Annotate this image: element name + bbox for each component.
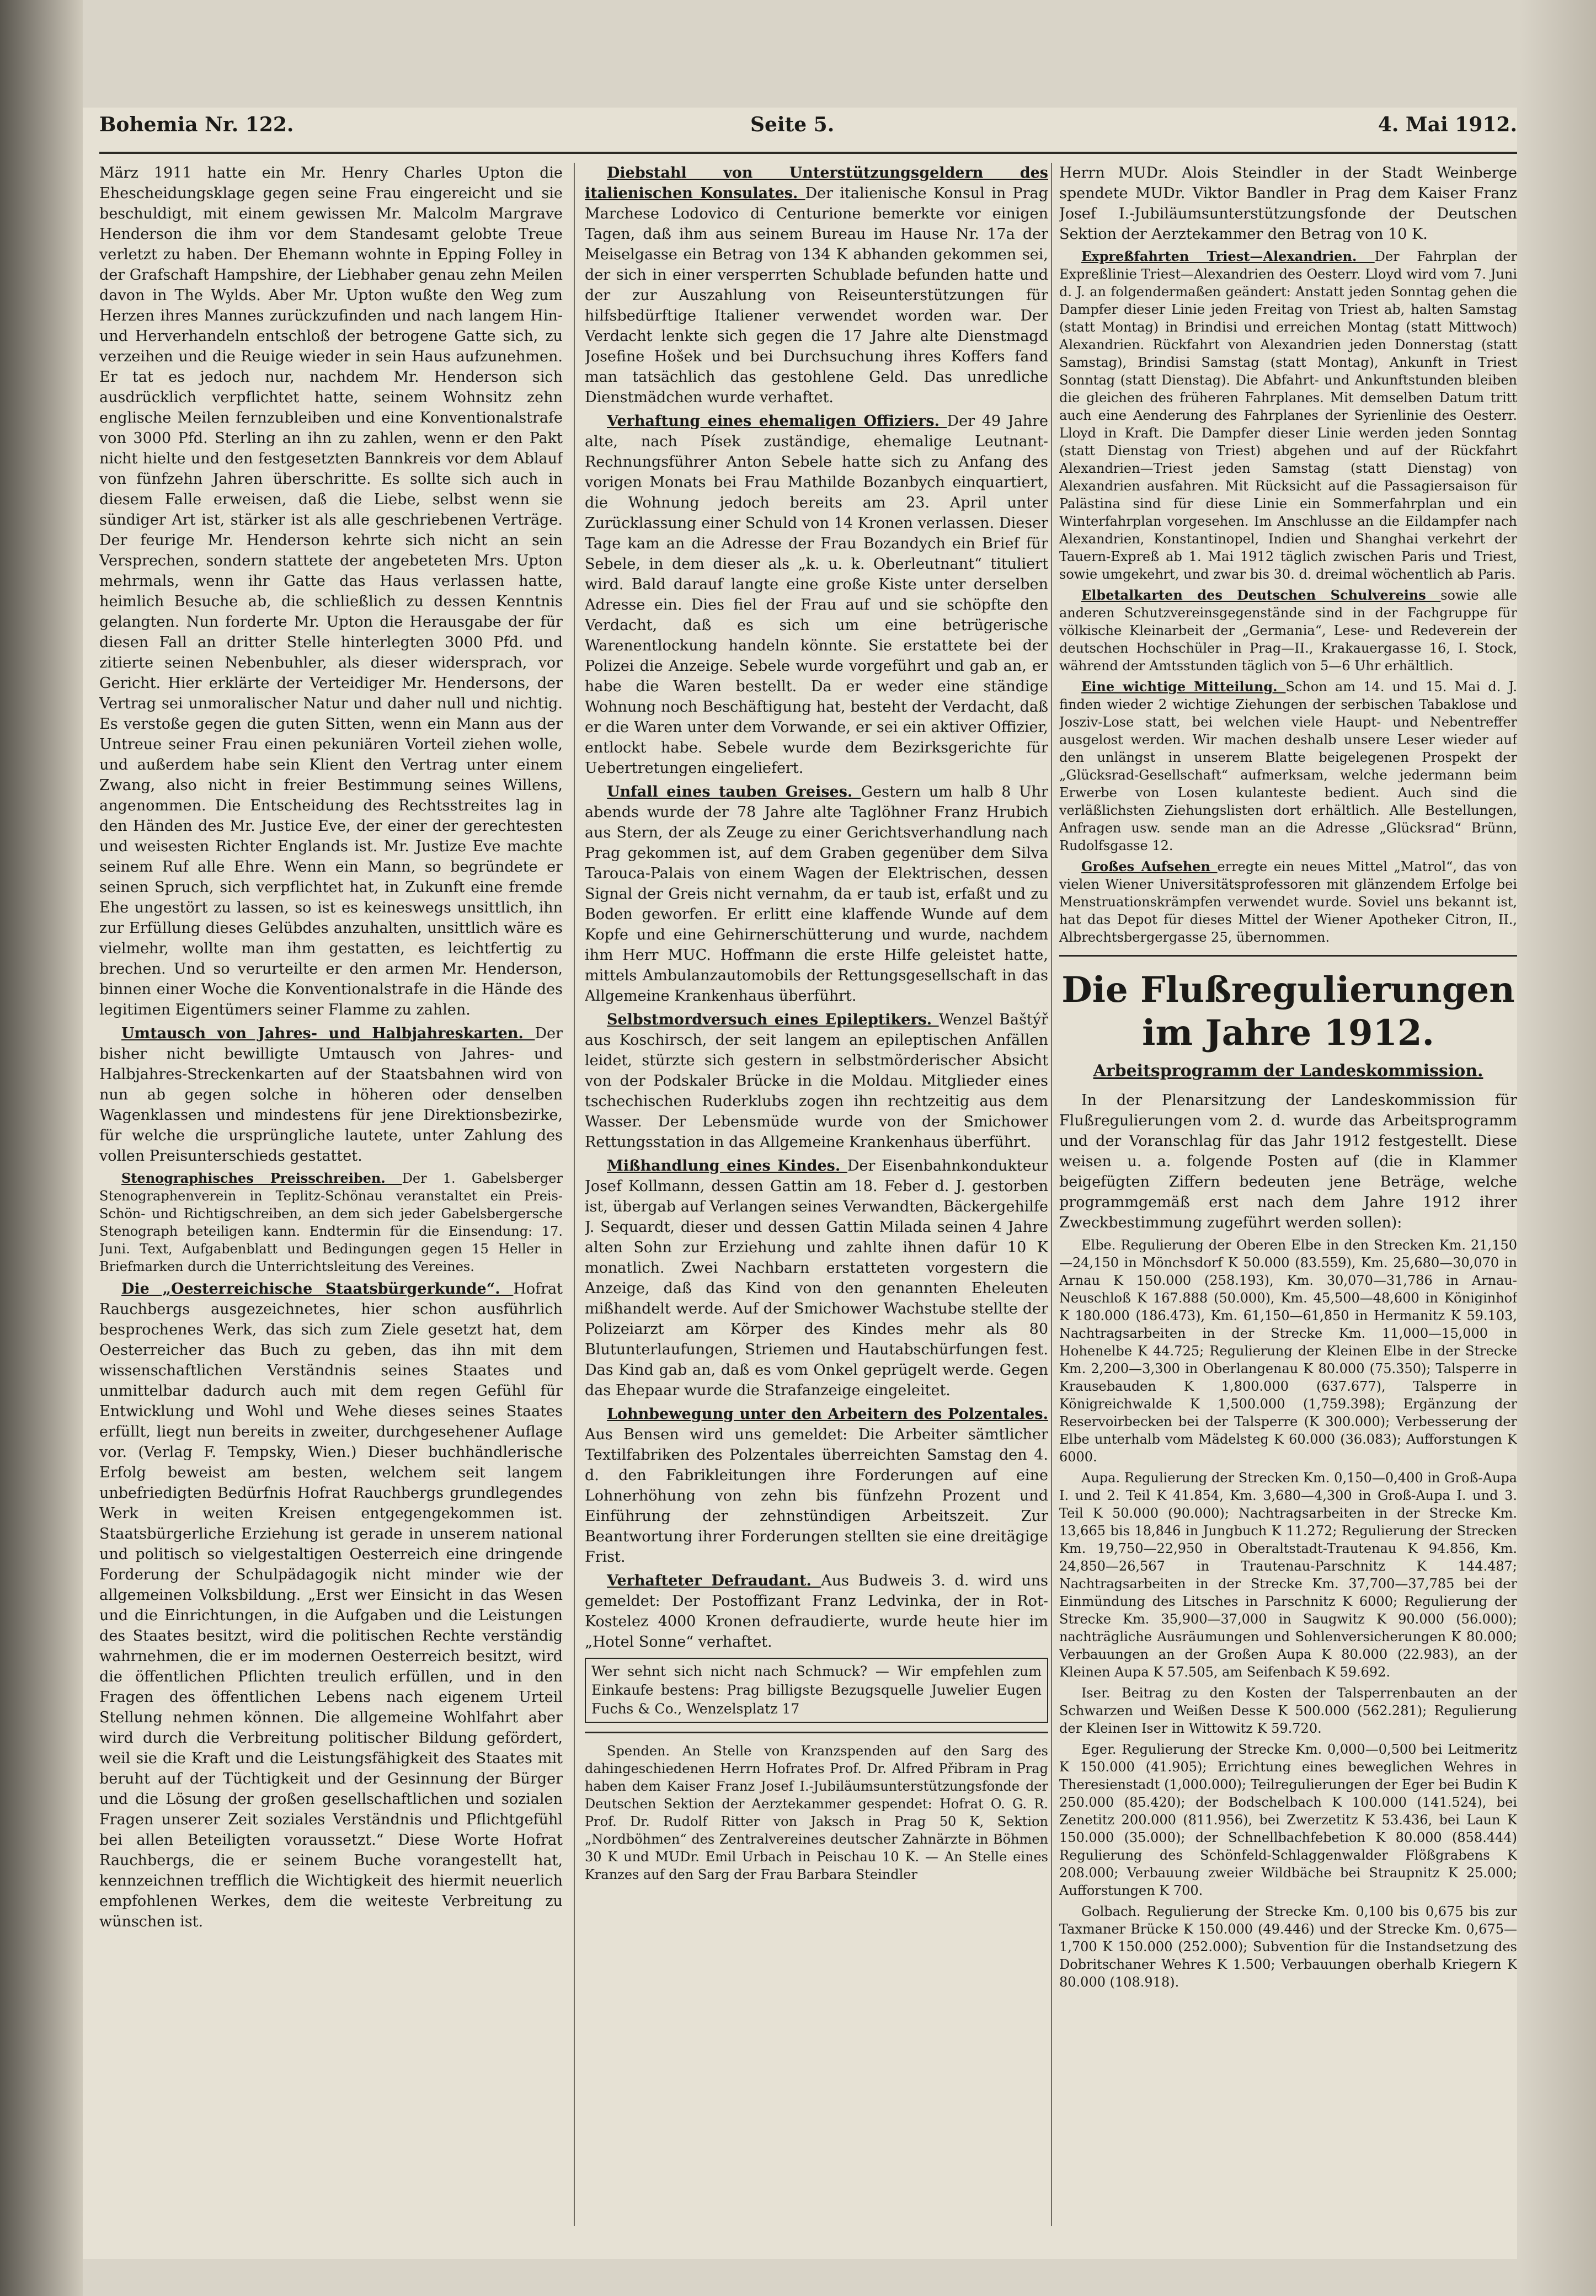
article-body: Der 49 Jahre alte, nach Písek zuständige, ehemalige Leutnant-Rechnungsführer Anton Sebele hatte sich zu Anfang des vorigen Monats bei Frau Mathilde Bozanbych einquartiert, die Wohnung jedoch bereits am 23. April unter Zurücklassung einer Schuld von 14 Kronen verlassen. Dieser Tage kam an die Adresse der Frau Bozandych ein Brief für Sebele, in dem dieser als „k. u. k. Oberleutnant“ tituliert wird. Bald darauf langte eine große Kiste unter derselben Adresse ein. Dies fiel der Frau auf und sie schöpfte den Verdacht, daß es sich um eine betrügerische Warenentlockung handeln könnte. Sie erstattete bei der Polizei die Anzeige. Sebele wurde vorgeführt und gab an, er habe die Waren bestellt. Da er weder eine ständige Wohnung noch Beschäftigung hat, besteht der Verdacht, daß er die Waren unter dem Vorwande, er sei ein aktiver Offizier, entlockt habe. Sebele wurde dem Bezirksgerichte für Uebertretungen eingeliefert.: [585, 413, 1048, 777]
article-mitteilung: [1059, 678, 1517, 855]
feature-aupa: Aupa. Regulierung der Strecken Km. 0,150—0,400 in Groß-Aupa I. und 2. Teil K 41.854, Km. 3,680—4,300 in Groß-Aupa I. und 3. Teil K 50.000 (90.000); Nachtragsarbeiten in der Strecke Km. 13,665 bis 18,846 in Jungbuch K 11.272; Regulierung der Strecken Km. 19,750—22,950 in Oberaltstadt-Trautenau K 94.856, Km. 24,850—26,567 in Trautenau-Parschnitz K 144.487; Nachtragsarbeiten in der Strecke Km. 37,700—37,785 bei der Einmündung des Litsches in Parschnitz K 6000; Regulierung der Strecke Km. 35,900—37,000 in Saugwitz K 90.000 (56.000); nachträgliche Ausräumungen und Sohlenversicherungen K 80.000; Verbauungen an der Großen Aupa K 80.000 (22.983), an der Kleinen Aupa K 57.505, am Seifenbach K 59.692.: [1059, 1470, 1517, 1680]
headline: Verhafteter Defraudant.: [607, 1572, 821, 1589]
scan-shadow-right: [1519, 0, 1596, 2296]
article-lohnbewegung: [585, 1404, 1048, 1567]
headline: Mißhandlung eines Kindes.: [607, 1157, 847, 1174]
article-konsulat: [585, 163, 1048, 408]
headline: Diebstahl von Unterstützungsgeldern des italienischen Konsulates.: [585, 164, 1048, 202]
article-kind: [585, 1156, 1048, 1401]
advertisement-schmuck: Wer sehnt sich nicht nach Schmuck? — Wir empfehlen zum Einkaufe bestens: Prag billigste Bezugsquelle Juwelier Eugen Fuchs & Co., Wenzelsplatz 17: [585, 1658, 1048, 1723]
headline: Elbetalkarten des Deutschen Schulvereins: [1081, 587, 1441, 603]
article-spenden: Spenden. An Stelle von Kranzspenden auf den Sarg des dahingeschiedenen Herrn Hofrates Prof. Dr. Alfred Přibram in Prag haben dem Kaiser Franz Josef I.-Jubiläumsunterstützungsfonde der Deutschen Sektion der Aerztekammer gespendet: Hofrat O. G. R. Prof. Dr. Rudolf Ritter von Jaksch in Prag 50 K, Sektion „Nordböhmen“ des Zentralvereines deutscher Zahnärzte in Böhmen 30 K und MUDr. Emil Urbach in Peischau 10 K. — An Stelle eines Kranzes auf den Sarg der Frau Barbara Steindler: [585, 1743, 1048, 1882]
column-1: [99, 163, 563, 2226]
masthead: [99, 113, 1517, 146]
article-body: Gestern um halb 8 Uhr abends wurde der 78 Jahre alte Taglöhner Franz Hrubich aus Stern, der als Zeuge zu einer Gerichtsverhandlung nach Prag gekommen ist, auf dem Graben gegenüber dem Silva Tarouca-Palais von einem Wagen der Elektrischen, dessen Signal der Greis nicht vernahm, da er taub ist, erfaßt und zu Boden geworfen. Er erlitt eine klaffende Wunde auf dem Kopfe und eine Gehirnerschütterung und wurde, nachdem ihm Herr MUC. Hoffmann die erste Hilfe geleistet hatte, mittels Ambulanzautomobils der Rettungsgesellschaft in das Allgemeine Krankenhaus überführt.: [585, 783, 1048, 1005]
article-body: Der bisher nicht bewilligte Umtausch von Jahres- und Halbjahres-Streckenkarten auf der Staatsbahnen wird von nun ab gegen solche in höheren oder denselben Wagenklassen und mindestens für jene Direktionsbezirke, für welche die ursprüngliche lautete, unter Zahlung des vollen Preisunterschieds gestattet.: [99, 1025, 563, 1165]
headline: Unfall eines tauben Greises.: [607, 783, 861, 800]
feature-subtitle: Arbeitsprogramm der Landeskommission.: [1093, 1061, 1483, 1081]
column-2: [585, 163, 1048, 2226]
headline: Die „Oesterreichische Staatsbürgerkunde“.: [121, 1280, 514, 1297]
article-body: sowie alle anderen Schutzvereinsgegenstände sind in der Fachgruppe für völkische Kleinarbeit der „Germania“, Lese- und Redeverein der deutschen Hochschüler in Prag—II., Krakauergasse 16, I. Stock, während der Amtsstunden täglich von 5—6 Uhr erhältlich.: [1059, 588, 1517, 674]
column-divider: [574, 163, 575, 2226]
article-expressfahrten: [1059, 248, 1517, 583]
article-offizier: [585, 411, 1048, 778]
article-body: Schon am 14. und 15. Mai d. J. finden wieder 2 wichtige Ziehungen der serbischen Tabaklose und Josziv-Lose statt, bei welchen viele Haupt- und Nebentreffer ausgelost werden. Wir machen deshalb unsere Leser wieder auf den unlängst in unserem Blatte beigelegenen Prospekt der „Glücksrad-Gesellschaft“ aufmerksam, welche jedermann beim Erwerbe von Losen kulanteste bedient. Auch sind die verläßlichsten Ziehungslisten dort erhältlich. Alle Bestellungen, Anfragen usw. sende man an die Adresse „Glücksrad“ Brünn, Rudolfsgasse 12.: [1059, 679, 1517, 853]
article-body: Der italienische Konsul in Prag Marchese Lodovico di Centurione bemerkte vor einigen Tagen, daß ihm aus seinem Bureau im Hause Nr. 17a der Meiselgasse ein Betrag von 134 K abhanden gekommen sei, der sich in einer versperrten Schublade befunden hatte und der zur Auszahlung von Reiseunterstützungen für hilfsbedürftige Italiener verwendet worden war. Der Verdacht lenkte sich gegen die 17 Jahre alte Dienstmagd Josefine Hošek und bei Durchsuchung ihres Koffers fand man tatsächlich das gestohlene Geld. Das unredliche Dienstmädchen wurde verhaftet.: [585, 185, 1048, 406]
masthead-rule: [99, 152, 1517, 154]
issue-date: 4. Mai 1912.: [1378, 113, 1517, 136]
article-body: Der Fahrplan der Expreßlinie Triest—Alexandrien des Oesterr. Lloyd wird vom 7. Juni d. J. an folgendermaßen geändert: Anstatt jeden Sonntag gehen die Dampfer dieser Linie jeden Freitag von Triest ab, halten Samstag (statt Montag) in Brindisi und erreichen Montag (statt Mittwoch) Alexandrien. Rückfahrt von Alexandrien jeden Donnerstag (statt Samstag), Brindisi Samstag (statt Montag), Ankunft in Triest Sonntag (statt Dienstag). Die Abfahrt- und Ankunftstunden bleiben die gleichen des früheren Fahrplanes. Mit demselben Datum tritt auch eine Aenderung des Fahrplanes der Syrienlinie des Oesterr. Lloyd in Kraft. Die Dampfer dieser Linie werden jeden Sonntag (statt Dienstag von Triest) abgehen und auf der Rückfahrt Alexandrien—Triest jeden Samstag (statt Dienstag) von Alexandrien ausfahren. Mit Rücksicht auf die Passagiersaison für Palästina sind für diese Linie ein Sommerfahrplan und ein Winterfahrplan vorgesehen. Im Anschlusse an die Eildampfer nach Alexandrien, Konstantinopel, Indien und Shanghai verkehrt der Tauern-Expreß ab 1. Mai 1912 täglich zwischen Paris und Triest, sowie umgekehrt, und zwar bis 30. d. dreimal wöchentlich ab Paris.: [1059, 249, 1517, 582]
headline: Expreßfahrten Triest—Alexandrien.: [1081, 248, 1375, 264]
headline: Eine wichtige Mitteilung.: [1081, 679, 1286, 695]
article-umtausch: [99, 1023, 563, 1166]
feature-golbach: Golbach. Regulierung der Strecke Km. 0,100 bis 0,675 bis zur Taxmaner Brücke K 150.000 (49.446) und der Strecke Km. 0,675—1,700 K 150.000 (252.000); Subvention für die Instandsetzung des Dobritschaner Wehres K 1.500; Verbauungen oberhalb Kriegern K 80.000 (108.918).: [1059, 1904, 1517, 1990]
article-greis: [585, 782, 1048, 1006]
page-number: Seite 5.: [750, 113, 835, 136]
article-preisschreiben: [99, 1170, 563, 1275]
feature-intro: In der Plenarsitzung der Landeskommission für Flußregulierungen vom 2. d. wurde das Arbeitsprogramm und der Voranschlag für das Jahr 1912 festgestellt. Diese weisen u. a. folgende Posten auf (die in Klammer beigefügten Ziffern bedeuten jene Beträge, welche programmgemäß erst nach dem Jahre 1912 ihrer Zweckbestimmung zugeführt werden sollen):: [1059, 1092, 1517, 1231]
article-body: Der 1. Gabelsberger Stenographenverein in Teplitz-Schönau veranstaltet ein Preis-Schön- und Richtigschreiben, an dem sich jeder Gabelsbergersche Stenograph beteiligen kann. Endtermin für die Einsendung: 17. Juni. Text, Aufgabenblatt und Bedingungen gegen 15 Heller in Briefmarken durch die Unterrichtsleitung des Vereines.: [99, 1171, 563, 1274]
column-3: [1059, 163, 1517, 2226]
section-rule: [1059, 955, 1517, 957]
article-epileptiker: [585, 1010, 1048, 1152]
article-aufsehen: [1059, 858, 1517, 946]
headline: Großes Aufsehen: [1081, 858, 1218, 874]
headline: Stenographisches Preisschreiben.: [121, 1170, 402, 1186]
feature-title: Die Flußregulierungen im Jahre 1912.: [1061, 969, 1515, 1054]
feature-eger: Eger. Regulierung der Strecke Km. 0,000—0,500 bei Leitmeritz K 150.000 (41.905); Errichtung eines beweglichen Wehres in Theresienstadt (1,000.000); Teilregulierungen der Eger bei Budin K 250.000 (85.420); der Bodschelbach K 100.000 (141.524), bei Zenetitz 200.000 (811.956), bei Zwerzetitz K 53.436, bei Laun K 150.000 (35.000); der Schnellbachfebetion K 80.000 (858.444) Regulierung des Schönfeld-Schlaggenwalder Flößgrabens K 208.000; Verbauung zweier Wildbäche bei Straupnitz K 25.000; Aufforstungen K 700.: [1059, 1742, 1517, 1898]
headline: Lohnbewegung unter den Arbeitern des Polzentales.: [607, 1406, 1048, 1423]
feature-elbe: Elbe. Regulierung der Oberen Elbe in den Strecken Km. 21,150—24,150 in Mönchsdorf K 50.000 (83.559), Km. 25,680—30,070 in Arnau K 150.000 (258.193), Km. 30,070—31,786 in Arnau-Neuschloß K 167.888 (50.000), Km. 45,500—48,600 in Königinhof K 180.000 (186.473), Km. 61,150—61,850 in Hermanitz K 59.103, Nachtragsarbeiten in der Strecke Km. 11,000—15,000 in Hohenelbe K 44.725; Regulierung der Kleinen Elbe in der Strecke Km. 2,200—3,300 in Oberlangenau K 80.000 (75.350); Talsperre in Krausebauden K 1,800.000 (637.677), Talsperre in Königreichwalde K 1,500.000 (1,759.398); Ergänzung der Reservoirbecken bei der Talsperre (K 300.000); Verbesserung der Elbe unterhalb vom Mädelsteg K 60.000 (36.083); Aufforstungen K 6000.: [1059, 1237, 1517, 1465]
headline: Umtausch von Jahres- und Halbjahreskarten.: [121, 1025, 535, 1042]
article-body: erregte ein neues Mittel „Matrol“, das von vielen Wiener Universitätsprofessoren mit glänzendem Erfolge bei Menstruationskrämpfen verwendet wurde. Soviel uns bekannt ist, hat das Depot für dieses Mittel der Wiener Apotheker Citron, II., Albrechtsbergergasse 25, übernommen.: [1059, 859, 1517, 945]
article-body: Wenzel Baštýř aus Koschirsch, der seit langem an epileptischen Anfällen leidet, stürzte sich gestern in selbstmörderischer Absicht von der Podskaler Brücke in die Moldau. Mitglieder eines tschechischen Ruderklubs zogen ihn rechtzeitig aus dem Wasser. Der Lebensmüde wurde von der Smichower Rettungsstation in das Allgemeine Krankenhaus überführt.: [585, 1011, 1048, 1151]
column-divider: [1051, 163, 1052, 2226]
article-body: Aus Budweis 3. d. wird uns gemeldet: Der Postoffizant Franz Ledvinka, der in Rot-Kostelez 4000 Kronen defraudierte, wurde heute hier im „Hotel Sonne“ verhaftet.: [585, 1572, 1048, 1651]
article-body: Der Eisenbahnkondukteur Josef Kollmann, dessen Gattin am 18. Feber d. J. gestorben ist, übergab auf Verlangen seines Verwandten, Bäckergehilfe J. Sequardt, dieser und dessen Gattin Milada seinen 4 Jahre alten Sohn zur Erziehung und zahlte ihnen dafür 10 K monatlich. Zwei Nachbarn erstatteten vorgestern die Anzeige, daß das Kind von den genannten Eheleuten mißhandelt werde. Auf der Smichower Wachstube stellte der Polizeiarzt am Körper des Kindes mehr als 80 Blutunterlaufungen, Striemen und Hautabschürfungen fest. Das Kind gab an, daß es vom Onkel geprügelt werde. Gegen das Ehepaar wurde die Strafanzeige eingeleitet.: [585, 1157, 1048, 1399]
article-upton: März 1911 hatte ein Mr. Henry Charles Upton die Ehescheidungsklage gegen seine Frau eingereicht und sie beschuldigt, mit einem gewissen Mr. Malcolm Margrave Henderson die ihm vor dem Standesamt gelobte Treue verletzt zu haben. Der Ehemann wohnte in Epping Folley in der Grafschaft Hampshire, der Liebhaber genau zehn Meilen davon in The Wylds. Aber Mr. Upton wußte den Weg zum Herzen ihres Mannes zurückzufinden und nach langem Hin- und Herverhandeln entschloß der betrogene Gatte sich, zu verzeihen und die Reuige wieder in sein Haus aufzunehmen. Er tat es jedoch nur, nachdem Mr. Henderson sich ausdrücklich verpflichtet hatte, seinem Wohnsitz zehn englische Meilen fernzubleiben und eine Konventionalstrafe von 3000 Pfd. Sterling an ihn zu zahlen, wenn er den Pakt nicht hielte und den festgesetzten Bannkreis vor dem Ablauf von fünfzehn Jahren überschritte. Es sollte sich auch in diesem Falle erweisen, daß die Liebe, selbst wenn sie sündiger Art ist, stärker ist als alle geschriebenen Verträge. Der feurige Mr. Henderson kehrte sich nicht an sein Versprechen, sondern stattete der angebeteten Mrs. Upton mehrmals, wenn ihr Gatte das Haus verlassen hatte, heimlich Besuche ab, die schließlich zu dessen Kenntnis gelangten. Nun forderte Mr. Upton die Herausgabe der für diesen Fall an dritter Stelle hinterlegten 3000 Pfd. und zitierte seinen Nebenbuhler, als dieser widersprach, vor Gericht. Hier erklärte der Verteidiger Mr. Hendersons, der Vertrag sei unmoralischer Natur und daher null und nichtig. Es verstoße gegen die guten Sitten, wenn ein Mann aus der Untreue seiner Frau einen pekuniären Vorteil ziehen wolle, und außerdem habe sein Klient den Vertrag unter einem Zwang, also nicht in freier Bestimmung seines Willens, angenommen. Die Entscheidung des Rechtsstreites lag in den Händen des Mr. Justice Eve, der einer der gerechtesten und weisesten Richter Englands ist. Mr. Justize Eve machte seinem Ruf alle Ehre. Wenn ein Mann, so begründete er seinen Spruch, sich verpflichtet hat, in Zukunft eine fremde Ehe ungestört zu lassen, so ist es keineswegs unsittlich, ihn zur Erfüllung dieses Gelübdes anzuhalten, unsittlich wäre es vielmehr, wollte man ihm gestatten, es leichtfertig zu brechen. Und so verurteilte er den armen Mr. Henderson, binnen einer Woche die Konventionalstrafe in die Hände des legitimen Eigentümers seiner Flamme zu zahlen.: [99, 164, 563, 1018]
headline: Verhaftung eines ehemaligen Offiziers.: [607, 413, 947, 430]
feature-iser: Iser. Beitrag zu den Kosten der Talsperrenbauten an der Schwarzen und Weißen Desse K 500.000 (562.281); Regulierung der Kleinen Iser in Wittowitz K 59.720.: [1059, 1685, 1517, 1736]
section-rule: [585, 1732, 1048, 1733]
article-body: Aus Bensen wird uns gemeldet: Die Arbeiter sämtlicher Textilfabriken des Polzentales überreichten Samstag den 4. d. den Fabrikleitungen ihre Forderungen auf eine Lohnerhöhung von zehn bis fünfzehn Prozent und Einführung der zehnstündigen Arbeitszeit. Zur Beantwortung ihrer Forderungen stellten sie eine dreitägige Frist.: [585, 1426, 1048, 1566]
article-body: Hofrat Rauchbergs ausgezeichnetes, hier schon ausführlich besprochenes Werk, das sich zum Ziele gesetzt hat, dem Oesterreicher das Buch zu geben, das ihn mit dem wissenschaftlichen Verständnis seines Staates und unmittelbar dadurch auch mit dem regen Gefühl für Entwicklung und Wohl und Wehe dieses seines Staates erfüllt, liegt nun bereits in zweiter, durchgesehener Auflage vor. (Verlag F. Tempsky, Wien.) Dieser buchhändlerische Erfolg beweist am besten, welchem seit langem unbefriedigten Bedürfnis Hofrat Rauchbergs grundlegendes Werk in weiten Kreisen entgegengekommen ist. Staatsbürgerliche Erziehung ist gerade in unserem national und politisch so vielgestaltigen Oesterreich eine dringende Forderung der Schulpädagogik nicht minder wie der allgemeinen Volksbildung. „Erst wer Einsicht in das Wesen und die Einrichtungen, in die Aufgaben und die Leistungen des Staates besitzt, wird die politischen Rechte verständig wahrnehmen, die er im modernen Oesterreich besitzt, wird die öffentlichen Pflichten treulich erfüllen, und in den Fragen des öffentlichen Lebens nach eigenem Urteil Stellung nehmen können. Die allgemeine Wohlfahrt aber wird durch die Verbreitung politischer Bildung gefördert, weil sie die Kraft und die Leistungsfähigkeit des Staates mit beruht auf der Tüchtigkeit und der Gesinnung der Bürger und die Lösung der großen gesellschaftlichen und sozialen Fragen unserer Zeit soziales Verständnis und Pflichtgefühl bei allen Beteiligten voraussetzt.“ Diese Worte Hofrat Rauchbergs, die er seinem Buche vorangestellt hat, kennzeichnen trefflich die Wichtigkeit des hiermit neuerlich empfohlenen Werkes, dem die weiteste Verbreitung zu wünschen ist.: [99, 1280, 563, 1930]
article-defraudant: [585, 1571, 1048, 1652]
article-schulverein: [1059, 586, 1517, 675]
scan-shadow-left: [0, 0, 83, 2296]
article-staatsbuergerkunde: [99, 1279, 563, 1932]
headline: Selbstmordversuch eines Epileptikers.: [607, 1011, 939, 1028]
paper-name: Bohemia Nr. 122.: [99, 113, 294, 136]
article-spenden-cont: Herrn MUDr. Alois Steindler in der Stadt Weinberge spendete MUDr. Viktor Bandler in Prag dem Kaiser Franz Josef I.-Jubiläumsunterstützungsfonde der Deutschen Sektion der Aerztekammer den Betrag von 10 K.: [1059, 164, 1517, 243]
